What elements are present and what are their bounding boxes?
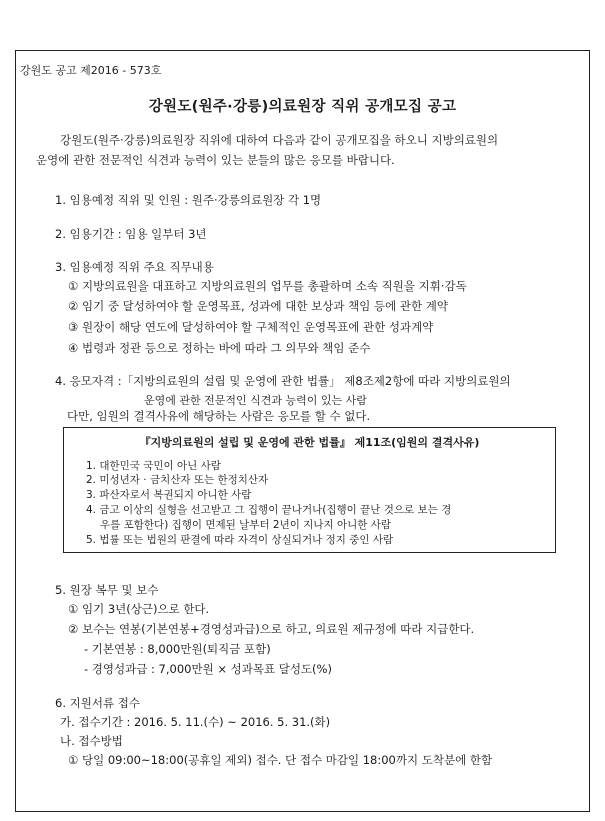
section-5-item-2: ② 보수는 연봉(기본연봉+경영성과급)으로 하고, 의료원 제규정에 따라 지급한다. (68, 622, 475, 636)
intro-line-2: 운영에 관한 전문적인 식견과 능력이 있는 분들의 많은 응모를 바랍니다. (36, 153, 395, 167)
section-6-method: 나. 접수방법 (60, 734, 123, 748)
document-title: 강원도(원주·강릉)의료원장 직위 공개모집 공고 (148, 99, 457, 115)
section-3-heading: 3. 임용예정 직위 주요 직무내용 (55, 260, 214, 274)
disqualification-box (63, 427, 556, 553)
section-6-heading: 6. 지원서류 접수 (55, 696, 140, 710)
section-6-method-item-1: ① 당일 09:00~18:00(공휴일 제외) 접수. 단 접수 마감일 18:00까지 도착분에 한함 (68, 753, 493, 767)
intro-line-1: 강원도(원주·강릉)의료원장 직위에 대하여 다음과 같이 공개모집을 하오니 지방의료원의 (60, 133, 499, 147)
section-5-item-1: ① 임기 3년(상근)으로 한다. (68, 602, 210, 616)
section-5-performance-pay: - 경영성과급 : 7,000만원 × 성과목표 달성도(%) (84, 662, 332, 676)
section-3-item-3: ③ 원장이 해당 연도에 달성하여야 할 구체적인 운영목표에 관한 성과계약 (68, 320, 434, 334)
disqualification-item-3: 3. 파산자로서 복권되지 아니한 사람 (86, 489, 252, 501)
section-5-heading: 5. 원장 복무 및 보수 (55, 583, 159, 597)
section-5-base-salary: - 기본연봉 : 8,000만원(퇴직금 포함) (84, 642, 271, 656)
section-3-item-2: ② 임기 중 달성하여야 할 운영목표, 성과에 대한 보상과 책임 등에 관한 계약 (68, 299, 448, 313)
section-4-line-3: 다만, 임원의 결격사유에 해당하는 사람은 응모를 할 수 없다. (67, 409, 371, 423)
disqualification-item-2: 2. 미성년자 · 금치산자 또는 한정치산자 (86, 474, 269, 486)
section-3-item-1: ① 지방의료원을 대표하고 지방의료원의 업무를 총괄하며 소속 직원을 지휘·감독 (68, 279, 467, 293)
section-2: 2. 임용기간 : 임용 일부터 3년 (55, 227, 207, 241)
section-3-item-4: ④ 법령과 정관 등으로 정하는 바에 따라 그 의무와 책임 준수 (68, 341, 371, 355)
section-1: 1. 임용예정 직위 및 인원 : 원주·강릉의료원장 각 1명 (55, 193, 322, 207)
section-4-line-1: 4. 응모자격 :「지방의료원의 설립 및 운영에 관한 법률」 제8조제2항에 따라 지방의료원의 (55, 374, 511, 388)
disqualification-item-4-cont: 우를 포함한다) 집행이 면제된 날부터 2년이 지나지 아니한 사람 (100, 519, 392, 531)
disqualification-item-5: 5. 법률 또는 법원의 판결에 따라 자격이 상실되거나 정지 중인 사람 (86, 534, 394, 546)
disqualification-item-1: 1. 대한민국 국민이 아닌 사람 (86, 460, 221, 472)
section-4-line-2: 운영에 관한 전문적인 식견과 능력이 있는 사람 (144, 394, 367, 407)
section-6-period: 가. 접수기간 : 2016. 5. 11.(수) ~ 2016. 5. 31.(화) (60, 715, 331, 729)
disqualification-box-title: 『지방의료원의 설립 및 운영에 관한 법률』 제11조(임원의 결격사유) (139, 436, 480, 449)
document-number: 강원도 공고 제2016 - 573호 (20, 64, 162, 77)
disqualification-item-4: 4. 금고 이상의 실형을 선고받고 그 집행이 끝나거나(집행이 끝난 것으로 보는 경 (86, 504, 452, 516)
